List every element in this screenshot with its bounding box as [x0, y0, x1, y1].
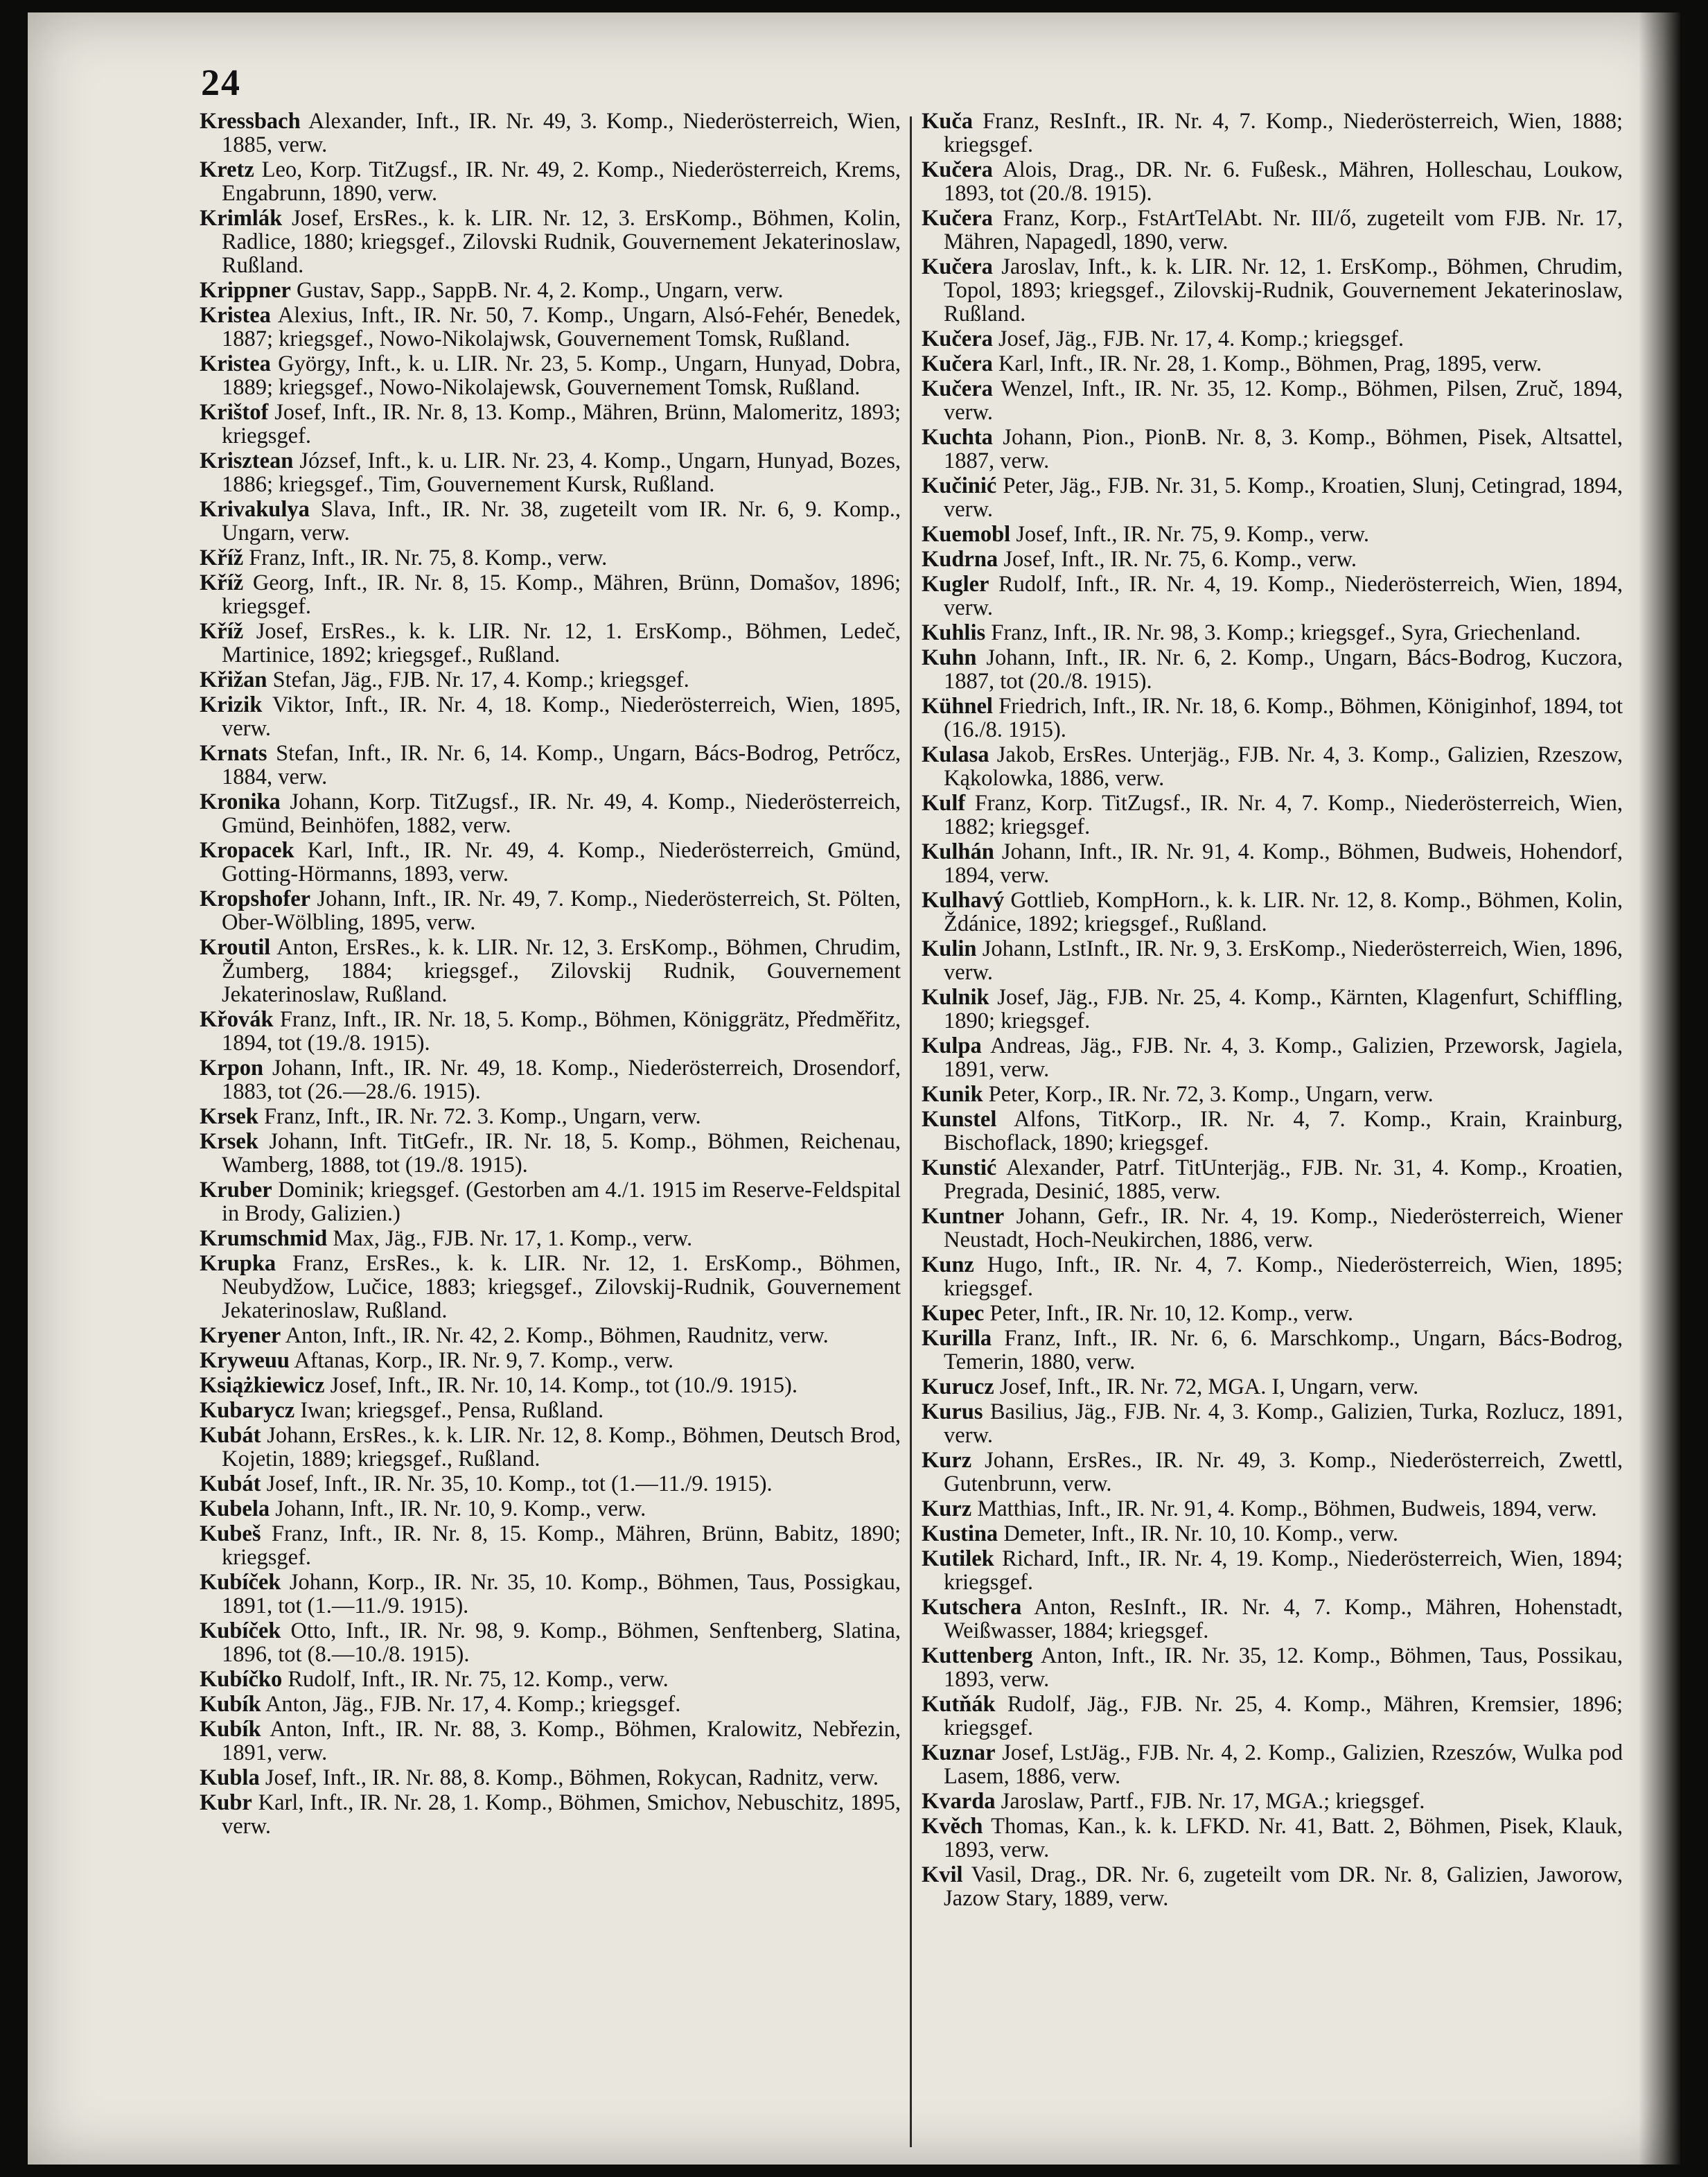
entry-surname: Kuntner: [922, 1204, 1005, 1229]
entry-details: Josef, LstJäg., FJB. Nr. 4, 2. Komp., Galizien, Rzeszów, Wulka pod Lasem, 1886, verw.: [944, 1740, 1623, 1789]
entry-details: Rudolf, Inft., IR. Nr. 4, 19. Komp., Niederösterreich, Wien, 1894, verw.: [944, 572, 1623, 620]
entry-details: Alexius, Inft., IR. Nr. 50, 7. Komp., Ungarn, Alsó-Fehér, Benedek, 1887; kriegsgef., Nowo-Nikolajwsk, Gouvernement Tomsk, Rußland.: [222, 303, 901, 351]
list-item: [922, 743, 1623, 790]
list-item: [922, 1449, 1623, 1496]
list-item: [922, 1790, 1623, 1813]
entry-surname: Kuhn: [922, 645, 977, 670]
entry-details: Johann, Korp., IR. Nr. 35, 10. Komp., Böhmen, Taus, Possigkau, 1891, tot (1.—11./9. 1915).: [222, 1570, 901, 1618]
entry-details: Slava, Inft., IR. Nr. 38, zugeteilt vom IR. Nr. 6, 9. Komp., Ungarn, verw.: [222, 497, 901, 545]
entry-surname: Kretz: [200, 157, 254, 182]
list-item: [922, 1205, 1623, 1252]
entry-details: Peter, Jäg., FJB. Nr. 31, 5. Komp., Kroatien, Slunj, Cetingrad, 1894, verw.: [944, 473, 1623, 522]
entry-surname: Kugler: [922, 572, 989, 597]
entry-surname: Kříž: [200, 545, 244, 570]
list-item: [922, 1327, 1623, 1374]
entry-details: Wenzel, Inft., IR. Nr. 35, 12. Komp., Böhmen, Pilsen, Zruč, 1894, verw.: [944, 376, 1623, 425]
book-page: [28, 12, 1680, 2165]
entry-details: Viktor, Inft., IR. Nr. 4, 18. Komp., Niederösterreich, Wien, 1895, verw.: [222, 692, 901, 741]
entry-surname: Krumschmid: [200, 1226, 328, 1251]
entry-surname: Kupec: [922, 1301, 985, 1326]
entry-details: Franz, ErsRes., k. k. LIR. Nr. 12, 1. ErsKomp., Böhmen, Neubydžow, Lučice, 1883; kriegsgef., Zilovskij-Rudnik, Gouvernement Jekaterinoslaw, Rußland.: [222, 1251, 901, 1323]
list-item: [922, 621, 1623, 645]
list-item: [200, 571, 901, 618]
entry-surname: Kříž: [200, 619, 244, 644]
entry-details: Johann, Inft., IR. Nr. 49, 7. Komp., Niederösterreich, St. Pölten, Ober-Wölbling, 1895, verw.: [222, 886, 901, 935]
list-item: [200, 279, 901, 302]
list-item: [200, 620, 901, 667]
entry-details: Johann, Pion., PionB. Nr. 8, 3. Komp., Böhmen, Pisek, Altsattel, 1887, verw.: [944, 425, 1623, 473]
entry-surname: Kudrna: [922, 547, 998, 572]
page-number: 24: [201, 62, 241, 103]
entry-surname: Kubík: [200, 1717, 261, 1742]
list-item: [922, 474, 1623, 521]
list-item: [922, 548, 1623, 571]
list-item: [200, 110, 901, 157]
list-item: [922, 1522, 1623, 1546]
entry-details: Stefan, Jäg., FJB. Nr. 17, 4. Komp.; kriegsgef.: [272, 667, 689, 692]
list-item: [200, 1693, 901, 1716]
entry-surname: Kuemobl: [922, 522, 1011, 547]
entry-surname: Kühnel: [922, 694, 993, 719]
list-item: [922, 377, 1623, 424]
list-item: [200, 1349, 901, 1372]
entry-details: Hugo, Inft., IR. Nr. 4, 7. Komp., Niederösterreich, Wien, 1895; kriegsgef.: [944, 1252, 1623, 1301]
list-item: [200, 1668, 901, 1691]
list-item: [922, 986, 1623, 1033]
list-item: [200, 1791, 901, 1838]
entry-surname: Kryener: [200, 1323, 281, 1348]
list-item: [200, 936, 901, 1006]
list-item: [922, 1108, 1623, 1155]
entry-details: Josef, Inft., IR. Nr. 75, 6. Komp., verw.: [1003, 547, 1357, 572]
entry-surname: Kuhlis: [922, 620, 986, 645]
list-item: [922, 1595, 1623, 1643]
entry-surname: Kulpa: [922, 1033, 982, 1058]
list-item: [200, 1399, 901, 1422]
entry-surname: Kulasa: [922, 742, 989, 767]
entry-surname: Krpon: [200, 1056, 264, 1081]
entry-surname: Křovák: [200, 1007, 274, 1032]
list-item: [200, 1497, 901, 1521]
entry-surname: Krupka: [200, 1251, 276, 1276]
list-item: [922, 158, 1623, 205]
entry-surname: Krsek: [200, 1129, 258, 1154]
list-item: [922, 110, 1623, 157]
list-item: [922, 207, 1623, 254]
entry-details: Franz, Korp. TitZugsf., IR. Nr. 4, 7. Komp., Niederösterreich, Wien, 1882; kriegsgef.: [944, 791, 1623, 839]
entry-details: Peter, Inft., IR. Nr. 10, 12. Komp., verw.: [989, 1301, 1354, 1326]
entry-details: Anton, Inft., IR. Nr. 42, 2. Komp., Böhmen, Raudnitz, verw.: [285, 1323, 829, 1348]
list-item: [922, 1034, 1623, 1081]
entry-details: Peter, Korp., IR. Nr. 72, 3. Komp., Ungarn, verw.: [988, 1082, 1434, 1107]
list-item: [200, 352, 901, 399]
entry-details: Friedrich, Inft., IR. Nr. 18, 6. Komp., Böhmen, Königinhof, 1894, tot (16./8. 1915).: [944, 694, 1623, 742]
list-item: [922, 572, 1623, 620]
entry-details: Josef, Inft., IR. Nr. 35, 10. Komp., tot (1.—11./9. 1915).: [266, 1471, 773, 1496]
entry-surname: Krizik: [200, 692, 263, 717]
list-item: [200, 449, 901, 496]
list-item: [922, 694, 1623, 742]
entry-surname: Kressbach: [200, 110, 301, 134]
entry-details: Rudolf, Jäg., FJB. Nr. 25, 4. Komp., Mähren, Kremsier, 1896; kriegsgef.: [944, 1692, 1623, 1740]
entry-surname: Kulf: [922, 791, 966, 816]
entry-details: Josef, Inft., IR. Nr. 75, 9. Komp., verw.: [1016, 522, 1370, 547]
list-item: [200, 1424, 901, 1471]
list-item: [200, 1105, 901, 1128]
list-item: [200, 207, 901, 277]
entry-surname: Kurz: [922, 1448, 972, 1473]
list-item: [922, 352, 1623, 376]
list-item: [200, 790, 901, 837]
entry-surname: Kučera: [922, 326, 993, 351]
list-item: [200, 1766, 901, 1790]
entry-surname: Kvěch: [922, 1814, 983, 1839]
entry-surname: Kronika: [200, 789, 281, 814]
entry-details: Gustav, Sapp., SappB. Nr. 4, 2. Komp., Ungarn, verw.: [296, 278, 784, 303]
entry-details: Karl, Inft., IR. Nr. 49, 4. Komp., Niederösterreich, Gmünd, Gotting-Hörmanns, 1893, verw.: [222, 838, 901, 886]
list-item: [200, 158, 901, 205]
entry-surname: Krivakulya: [200, 497, 310, 522]
list-item: [922, 1497, 1623, 1521]
entry-details: Johann, ErsRes., k. k. LIR. Nr. 12, 8. Komp., Böhmen, Deutsch Brod, Kojetin, 1889; kriegsgef., Rußland.: [222, 1423, 901, 1471]
entry-surname: Kunstel: [922, 1107, 997, 1132]
entry-details: György, Inft., k. u. LIR. Nr. 23, 5. Komp., Ungarn, Hunyad, Dobra, 1889; kriegsgef., Nowo-Nikolajewsk, Gouvernement Tomsk, Rußland.: [222, 351, 901, 400]
entry-details: Johann, Korp. TitZugsf., IR. Nr. 49, 4. Komp., Niederösterreich, Gmünd, Beinhöfen, 1882, verw.: [222, 789, 901, 838]
entry-details: Leo, Korp. TitZugsf., IR. Nr. 49, 2. Komp., Niederösterreich, Krems, Engabrunn, 1890, verw.: [222, 157, 901, 206]
entry-details: Jaroslaw, Partf., FJB. Nr. 17, MGA.; kriegsgef.: [1001, 1789, 1425, 1814]
entry-details: Jakob, ErsRes. Unterjäg., FJB. Nr. 4, 3. Komp., Galizien, Rzeszow, Kąkolowka, 1886, verw.: [944, 742, 1623, 791]
entry-surname: Krisztean: [200, 448, 294, 473]
entry-surname: Kučera: [922, 376, 993, 401]
entry-surname: Kulhavý: [922, 888, 1005, 913]
entry-surname: Książkiewicz: [200, 1373, 325, 1398]
entry-surname: Krnats: [200, 741, 267, 766]
entry-details: Max, Jäg., FJB. Nr. 17, 1. Komp., verw.: [333, 1226, 693, 1251]
entry-surname: Kubela: [200, 1496, 270, 1521]
list-item: [200, 1619, 901, 1666]
entry-surname: Kunstić: [922, 1155, 997, 1180]
entry-surname: Kučera: [922, 206, 993, 231]
entry-details: Jaroslav, Inft., k. k. LIR. Nr. 12, 1. ErsKomp., Böhmen, Chrudim, Topol, 1893; kriegsgef., Zilovskij-Rudnik, Gouvernement Jekaterinoslaw, Rußland.: [944, 254, 1623, 326]
entry-surname: Kurz: [922, 1496, 972, 1521]
entry-details: Johann, Inft., IR. Nr. 49, 18. Komp., Niederösterreich, Drosendorf, 1883, tot (26.—28./6. 1915).: [222, 1056, 901, 1104]
entry-details: Matthias, Inft., IR. Nr. 91, 4. Komp., Böhmen, Budweis, 1894, verw.: [977, 1496, 1597, 1521]
list-item: [200, 1178, 901, 1225]
list-item: [200, 1227, 901, 1250]
list-item: [200, 1008, 901, 1055]
entry-details: Alexander, Patrf. TitUnterjäg., FJB. Nr. 31, 4. Komp., Kroatien, Pregrada, Desinić, 1885, verw.: [944, 1155, 1623, 1204]
list-item: [922, 1302, 1623, 1325]
list-item: [922, 646, 1623, 693]
entry-surname: Kubík: [200, 1692, 261, 1717]
entry-details: Josef, ErsRes., k. k. LIR. Nr. 12, 3. ErsKomp., Böhmen, Kolin, Radlice, 1880; kriegsgef., Zilovski Rudnik, Gouvernement Jekaterinoslaw, Rußland.: [222, 206, 901, 278]
entry-details: Georg, Inft., IR. Nr. 8, 15. Komp., Mähren, Brünn, Domašov, 1896; kriegsgef.: [222, 570, 901, 619]
entry-surname: Kubíčko: [200, 1667, 283, 1692]
entry-surname: Kunz: [922, 1252, 974, 1277]
entry-details: Josef, ErsRes., k. k. LIR. Nr. 12, 1. ErsKomp., Böhmen, Ledeč, Martinice, 1892; kriegsgef., Rußland.: [222, 619, 901, 667]
list-item: [200, 546, 901, 570]
entry-details: Franz, Inft., IR. Nr. 8, 15. Komp., Mähren, Brünn, Babitz, 1890; kriegsgef.: [222, 1521, 901, 1570]
entry-details: Anton, Jäg., FJB. Nr. 17, 4. Komp.; kriegsgef.: [265, 1692, 681, 1717]
scan-edge-shadow: [1639, 12, 1680, 2165]
entry-surname: Kurus: [922, 1399, 983, 1424]
entry-details: Johann, ErsRes., IR. Nr. 49, 3. Komp., Niederösterreich, Zwettl, Gutenbrunn, verw.: [944, 1448, 1623, 1496]
entry-surname: Kulin: [922, 936, 977, 961]
entry-details: Johann, LstInft., IR. Nr. 9, 3. ErsKomp., Niederösterreich, Wien, 1896, verw.: [944, 936, 1623, 985]
left-column: [200, 110, 901, 2147]
entry-details: Basilius, Jäg., FJB. Nr. 4, 3. Komp., Galizien, Turka, Rozlucz, 1891, verw.: [944, 1399, 1623, 1448]
entry-details: Anton, ErsRes., k. k. LIR. Nr. 12, 3. ErsKomp., Böhmen, Chrudim, Žumberg, 1884; kriegsgef., Zilovskij Rudnik, Gouvernement Jekaterinoslaw, Rußland.: [222, 935, 901, 1007]
entry-surname: Kubát: [200, 1423, 261, 1448]
entry-surname: Kutschera: [922, 1595, 1022, 1620]
entry-surname: Kryweuu: [200, 1348, 290, 1373]
entry-details: Franz, Inft., IR. Nr. 98, 3. Komp.; kriegsgef., Syra, Griechenland.: [991, 620, 1581, 645]
entry-details: Franz, Inft., IR. Nr. 6, 6. Marschkomp., Ungarn, Bács-Bodrog, Temerin, 1880, verw.: [944, 1326, 1623, 1374]
entry-surname: Kropshofer: [200, 886, 311, 911]
entry-surname: Kvil: [922, 1862, 963, 1887]
entry-surname: Kristea: [200, 351, 271, 376]
entry-details: Josef, Jäg., FJB. Nr. 17, 4. Komp.; kriegsgef.: [998, 326, 1404, 351]
list-item: [922, 426, 1623, 473]
entry-surname: Kučinić: [922, 473, 997, 498]
list-item: [922, 1741, 1623, 1788]
entry-details: Alfons, TitKorp., IR. Nr. 4, 7. Komp., Krain, Krainburg, Bischoflack, 1890; kriegsgef.: [944, 1107, 1623, 1155]
entry-surname: Kučera: [922, 254, 993, 279]
entry-details: Johann, Gefr., IR. Nr. 4, 19. Komp., Niederösterreich, Wiener Neustadt, Hoch-Neukirchen, 1886, verw.: [944, 1204, 1623, 1252]
entry-details: Dominik; kriegsgef. (Gestorben am 4./1. 1915 im Reserve-Feldspital in Brody, Galizien.): [222, 1178, 901, 1226]
entry-details: Otto, Inft., IR. Nr. 98, 9. Komp., Böhmen, Senftenberg, Slatina, 1896, tot (8.—10./8. 1915).: [222, 1618, 901, 1667]
entry-surname: Kuča: [922, 110, 974, 134]
entry-details: Karl, Inft., IR. Nr. 28, 1. Komp., Böhmen, Smichov, Nebuschitz, 1895, verw.: [222, 1790, 901, 1839]
list-item: [200, 693, 901, 740]
entry-details: Demeter, Inft., IR. Nr. 10, 10. Komp., verw.: [1003, 1521, 1399, 1546]
entry-surname: Krištof: [200, 400, 269, 425]
entry-details: Johann, Inft., IR. Nr. 6, 2. Komp., Ungarn, Bács-Bodrog, Kuczora, 1887, tot (20./8. 1915).: [944, 645, 1623, 694]
entry-details: Franz, ResInft., IR. Nr. 4, 7. Komp., Niederösterreich, Wien, 1888; kriegsgef.: [944, 110, 1623, 157]
entry-details: Alexander, Inft., IR. Nr. 49, 3. Komp., Niederösterreich, Wien, 1885, verw.: [222, 110, 901, 157]
list-item: [922, 1253, 1623, 1300]
entry-surname: Krimlák: [200, 206, 283, 231]
entry-surname: Kurucz: [922, 1374, 994, 1399]
list-item: [200, 498, 901, 545]
entry-details: Rudolf, Inft., IR. Nr. 75, 12. Komp., verw.: [288, 1667, 669, 1692]
entry-surname: Kučera: [922, 157, 993, 182]
list-item: [922, 1547, 1623, 1594]
entry-details: Anton, ResInft., IR. Nr. 4, 7. Komp., Mähren, Hohenstadt, Weißwasser, 1884; kriegsgef.: [944, 1595, 1623, 1643]
list-item: [922, 1815, 1623, 1862]
entry-details: Vasil, Drag., DR. Nr. 6, zugeteilt vom DR. Nr. 8, Galizien, Jaworow, Jazow Stary, 1889, verw.: [944, 1862, 1623, 1911]
list-item: [922, 1400, 1623, 1447]
entry-surname: Kropacek: [200, 838, 294, 863]
list-item: [922, 1083, 1623, 1106]
list-item: [922, 792, 1623, 839]
entry-details: Franz, Inft., IR. Nr. 75, 8. Komp., verw.: [249, 545, 608, 570]
entry-details: Josef, Inft., IR. Nr. 8, 13. Komp., Mähren, Brünn, Malomeritz, 1893; kriegsgef.: [222, 400, 901, 448]
entry-surname: Kurilla: [922, 1326, 992, 1351]
entry-details: Andreas, Jäg., FJB. Nr. 4, 3. Komp., Galizien, Przeworsk, Jagiela, 1891, verw.: [944, 1033, 1623, 1082]
entry-surname: Kuchta: [922, 425, 993, 450]
list-item: [200, 1252, 901, 1322]
entry-details: Johann, Inft. TitGefr., IR. Nr. 18, 5. Komp., Böhmen, Reichenau, Wamberg, 1888, tot (19./8. 1915).: [222, 1129, 901, 1178]
list-item: [922, 840, 1623, 887]
entry-details: Franz, Korp., FstArtTelAbt. Nr. III/ő, zugeteilt vom FJB. Nr. 17, Mähren, Napagedl, 1890, verw.: [944, 206, 1623, 254]
entry-surname: Kubr: [200, 1790, 252, 1815]
list-item: [200, 1324, 901, 1347]
right-column: [922, 110, 1623, 2147]
entry-surname: Kubarycz: [200, 1398, 295, 1423]
list-item: [200, 839, 901, 886]
entry-details: Aftanas, Korp., IR. Nr. 9, 7. Komp., verw.: [294, 1348, 673, 1373]
entry-surname: Kučera: [922, 351, 993, 376]
list-item: [922, 1863, 1623, 1910]
entry-surname: Kristea: [200, 303, 271, 328]
list-item: [200, 304, 901, 351]
list-item: [922, 1693, 1623, 1740]
entry-details: Josef, Inft., IR. Nr. 88, 8. Komp., Böhmen, Rokycan, Radnitz, verw.: [265, 1765, 879, 1790]
list-item: [200, 1374, 901, 1397]
entry-surname: Kulnik: [922, 985, 989, 1010]
entry-surname: Kruber: [200, 1178, 272, 1203]
list-item: [200, 1717, 901, 1765]
entry-details: Franz, Inft., IR. Nr. 18, 5. Komp., Böhmen, Königgrätz, Předměřitz, 1894, tot (19./8. 1915).: [222, 1007, 901, 1056]
entry-surname: Kutňák: [922, 1692, 996, 1717]
entry-surname: Kustina: [922, 1521, 998, 1546]
list-item: [200, 742, 901, 789]
entry-details: Karl, Inft., IR. Nr. 28, 1. Komp., Böhmen, Prag, 1895, verw.: [998, 351, 1542, 376]
list-item: [922, 523, 1623, 546]
entry-details: Josef, Inft., IR. Nr. 72, MGA. I, Ungarn, verw.: [999, 1374, 1419, 1399]
entry-details: Richard, Inft., IR. Nr. 4, 19. Komp., Niederösterreich, Wien, 1894; kriegsgef.: [944, 1546, 1623, 1595]
entry-surname: Kutilek: [922, 1546, 994, 1571]
entry-details: Iwan; kriegsgef., Pensa, Rußland.: [300, 1398, 604, 1423]
list-item: [922, 255, 1623, 326]
entry-surname: Kulhán: [922, 839, 994, 864]
entry-surname: Kuznar: [922, 1740, 996, 1765]
entry-surname: Kunik: [922, 1082, 983, 1107]
entry-surname: Kubíček: [200, 1570, 281, 1595]
list-item: [922, 937, 1623, 984]
entry-surname: Krippner: [200, 278, 291, 303]
list-item: [922, 1375, 1623, 1399]
list-item: [200, 1472, 901, 1496]
entry-surname: Kříž: [200, 570, 244, 595]
entry-details: Anton, Inft., IR. Nr. 88, 3. Komp., Böhmen, Kralowitz, Nebřezin, 1891, verw.: [222, 1717, 901, 1765]
entry-surname: Kubát: [200, 1471, 261, 1496]
entry-details: Josef, Inft., IR. Nr. 10, 14. Komp., tot (10./9. 1915).: [330, 1373, 798, 1398]
entry-surname: Kubíček: [200, 1618, 281, 1643]
list-item: [200, 1130, 901, 1177]
entry-details: József, Inft., k. u. LIR. Nr. 23, 4. Komp., Ungarn, Hunyad, Bozes, 1886; kriegsgef., Tim, Gouvernement Kursk, Rußland.: [222, 448, 901, 497]
entry-details: Alois, Drag., DR. Nr. 6. Fußesk., Mähren, Holleschau, Loukow, 1893, tot (20./8. 1915).: [944, 157, 1623, 206]
entry-surname: Krsek: [200, 1104, 258, 1129]
list-item: [922, 1644, 1623, 1691]
list-item: [922, 1156, 1623, 1203]
entry-surname: Křižan: [200, 667, 267, 692]
column-divider: [910, 116, 912, 2147]
entry-details: Franz, Inft., IR. Nr. 72. 3. Komp., Ungarn, verw.: [263, 1104, 701, 1129]
entry-surname: Kuttenberg: [922, 1643, 1033, 1668]
entry-surname: Kroutil: [200, 935, 271, 960]
entry-details: Anton, Inft., IR. Nr. 35, 12. Komp., Böhmen, Taus, Possikau, 1893, verw.: [944, 1643, 1623, 1692]
list-item: [200, 401, 901, 448]
list-item: [200, 1571, 901, 1618]
entry-details: Gottlieb, KompHorn., k. k. LIR. Nr. 12, 8. Komp., Böhmen, Kolin, Ždánice, 1892; kriegsgef., Rußland.: [944, 888, 1623, 936]
entry-surname: Kubla: [200, 1765, 260, 1790]
entry-details: Johann, Inft., IR. Nr. 91, 4. Komp., Böhmen, Budweis, Hohendorf, 1894, verw.: [944, 839, 1623, 888]
list-item: [200, 1056, 901, 1103]
entry-details: Johann, Inft., IR. Nr. 10, 9. Komp., verw.: [275, 1496, 646, 1521]
entry-details: Josef, Jäg., FJB. Nr. 25, 4. Komp., Kärnten, Klagenfurt, Schiffling, 1890; kriegsgef.: [944, 985, 1623, 1033]
entry-details: Thomas, Kan., k. k. LFKD. Nr. 41, Batt. 2, Böhmen, Pisek, Klauk, 1893, verw.: [944, 1814, 1623, 1862]
list-item: [200, 887, 901, 934]
list-item: [922, 889, 1623, 936]
list-item: [200, 1522, 901, 1569]
entry-surname: Kubeš: [200, 1521, 261, 1546]
entry-surname: Kvarda: [922, 1789, 996, 1814]
entry-details: Stefan, Inft., IR. Nr. 6, 14. Komp., Ungarn, Bács-Bodrog, Petrőcz, 1884, verw.: [222, 741, 901, 789]
list-item: [922, 327, 1623, 351]
list-item: [200, 668, 901, 692]
